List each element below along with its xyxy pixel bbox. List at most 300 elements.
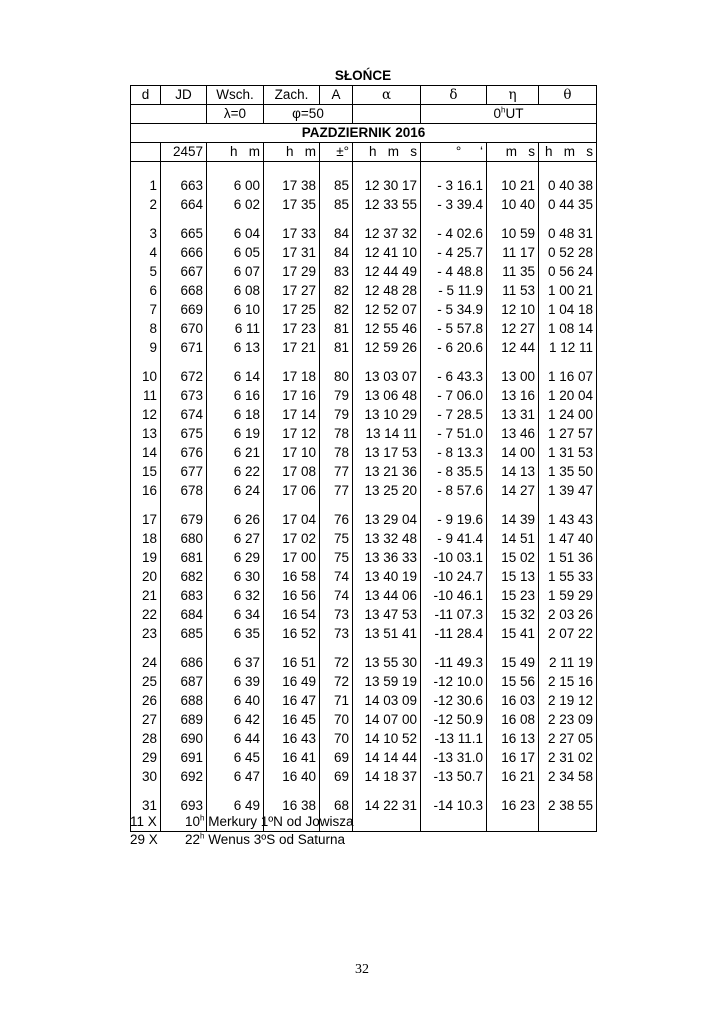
- table-cell-eta: 16 08: [501, 712, 535, 727]
- table-cell-set: 16 52: [282, 626, 316, 641]
- table-cell-jd: 679: [180, 512, 203, 527]
- table-cell-jd: 687: [180, 674, 203, 689]
- table-cell-theta: 2 11 19: [548, 655, 593, 670]
- table-cell-theta: 2 15 16: [547, 674, 593, 689]
- table-cell-d: 30: [141, 769, 157, 784]
- column-equation-of-time: [487, 162, 539, 832]
- table-cell-d: 31: [141, 798, 157, 813]
- table-cell-ra: 12 44 49: [364, 264, 417, 279]
- table-cell-set: 17 10: [282, 445, 316, 460]
- table-cell-set: 17 35: [282, 197, 316, 212]
- table-cell-d: 24: [141, 655, 157, 670]
- group-gap: [131, 786, 157, 796]
- table-cell-rise: 6 47: [233, 769, 260, 784]
- group-gap: [353, 500, 417, 510]
- table-cell-a: 69: [333, 750, 349, 765]
- table-cell-set: 16 49: [282, 674, 316, 689]
- table-cell-dec: - 4 25.7: [437, 245, 483, 260]
- table-cell-d: 16: [141, 483, 157, 498]
- table-cell-ra: 13 51 41: [364, 626, 417, 641]
- latitude-label: φ=50: [264, 105, 353, 124]
- event-text: Merkury 1ºN od Jowisza: [204, 814, 354, 829]
- table-cell-ra: 13 25 20: [364, 483, 417, 498]
- table-cell-eta: 14 51: [501, 531, 535, 546]
- table-cell-theta: 1 51 36: [547, 550, 593, 565]
- table-cell-eta: 14 00: [501, 445, 535, 460]
- table-cell-a: 69: [333, 769, 349, 784]
- table-cell-d: 2: [149, 197, 157, 212]
- table-cell-jd: 670: [180, 321, 203, 336]
- col-header-jd: JD: [161, 86, 207, 105]
- unit-jd: 2457: [161, 143, 207, 162]
- table-cell-d: 29: [141, 750, 157, 765]
- table-cell-ra: 12 52 07: [364, 302, 417, 317]
- table-cell-rise: 6 49: [233, 798, 260, 813]
- table-cell-eta: 15 13: [501, 569, 535, 584]
- table-cell-a: 73: [333, 626, 349, 641]
- table-cell-a: 74: [333, 588, 349, 603]
- table-cell-dec: - 7 51.0: [437, 426, 483, 441]
- table-cell-set: 16 43: [282, 731, 316, 746]
- table-cell-ra: 14 18 37: [364, 769, 417, 784]
- table-cell-theta: 2 27 05: [547, 731, 593, 746]
- table-cell-set: 17 12: [282, 426, 316, 441]
- group-gap: [539, 500, 593, 510]
- table-cell-a: 83: [333, 264, 349, 279]
- table-cell-dec: -10 03.1: [433, 550, 483, 565]
- table-cell-dec: - 5 11.9: [438, 283, 483, 298]
- table-cell-a: 79: [333, 407, 349, 422]
- table-cell-rise: 6 32: [233, 588, 260, 603]
- table-cell-theta: 0 52 28: [547, 245, 593, 260]
- event-hour-sup: h: [200, 831, 205, 841]
- data-body-row: [131, 162, 597, 832]
- group-gap: [207, 357, 260, 367]
- table-cell-dec: - 3 39.4: [437, 197, 483, 212]
- table-cell-dec: - 5 34.9: [437, 302, 483, 317]
- table-cell-jd: 668: [180, 283, 203, 298]
- col-header-alpha: α: [353, 86, 421, 105]
- table-cell-eta: 11 35: [502, 264, 535, 279]
- table-cell-dec: - 6 20.6: [437, 340, 483, 355]
- table-cell-jd: 674: [180, 407, 203, 422]
- table-cell-a: 85: [333, 178, 349, 193]
- table-cell-eta: 11 53: [502, 283, 535, 298]
- table-cell-a: 78: [333, 426, 349, 441]
- table-cell-a: 75: [333, 531, 349, 546]
- table-cell-rise: 6 02: [233, 197, 260, 212]
- location-blank-2: [353, 105, 421, 124]
- table-cell-set: 16 38: [282, 798, 316, 813]
- table-cell-eta: 15 02: [501, 550, 535, 565]
- table-cell-a: 74: [333, 569, 349, 584]
- table-cell-rise: 6 45: [233, 750, 260, 765]
- table-cell-a: 71: [333, 693, 349, 708]
- group-gap: [487, 214, 535, 224]
- col-header-sunset: Zach.: [264, 86, 320, 105]
- table-cell-dec: - 6 43.3: [437, 369, 483, 384]
- table-cell-a: 85: [333, 197, 349, 212]
- group-gap: [207, 500, 260, 510]
- table-cell-a: 70: [333, 712, 349, 727]
- table-cell-a: 84: [333, 226, 349, 241]
- table-cell-theta: 1 47 40: [547, 531, 593, 546]
- event-hour: 22: [185, 832, 201, 847]
- table-cell-ra: 12 33 55: [364, 197, 417, 212]
- time-reference-label: [421, 105, 597, 124]
- table-cell-rise: 6 05: [233, 245, 260, 260]
- table-cell-theta: 1 00 21: [547, 283, 593, 298]
- table-cell-theta: 1 24 00: [547, 407, 593, 422]
- group-gap: [539, 357, 593, 367]
- table-cell-set: 17 31: [282, 245, 316, 260]
- table-cell-rise: 6 35: [233, 626, 260, 641]
- table-cell-eta: 11 17: [502, 245, 535, 260]
- table-cell-eta: 16 13: [501, 731, 535, 746]
- table-cell-ra: 13 14 11: [365, 426, 417, 441]
- column-sidereal-time: [539, 162, 597, 832]
- col-header-eta: η: [487, 86, 539, 105]
- unit-azimuth: ±°: [320, 143, 353, 162]
- unit-sunset: h m: [264, 143, 320, 162]
- table-cell-dec: -12 30.6: [433, 693, 483, 708]
- table-cell-ra: 13 21 36: [364, 464, 417, 479]
- group-gap: [131, 214, 157, 224]
- column-jd: [161, 162, 207, 832]
- table-cell-dec: - 3 16.1: [437, 178, 483, 193]
- table-cell-ra: 13 03 07: [364, 369, 417, 384]
- table-cell-ra: 13 29 04: [364, 512, 417, 527]
- table-cell-dec: -10 46.1: [433, 588, 483, 603]
- group-gap: [539, 214, 593, 224]
- table-cell-dec: -14 10.3: [433, 798, 483, 813]
- table-cell-d: 13: [141, 426, 157, 441]
- table-cell-dec: -12 10.0: [433, 674, 483, 689]
- table-cell-dec: -13 50.7: [433, 769, 483, 784]
- table-cell-jd: 663: [180, 178, 203, 193]
- col-header-delta: δ: [421, 86, 487, 105]
- group-gap: [161, 786, 203, 796]
- table-cell-ra: 13 59 19: [364, 674, 417, 689]
- table-cell-dec: -11 28.4: [434, 626, 483, 641]
- group-gap: [421, 214, 483, 224]
- table-cell-theta: 1 35 50: [547, 464, 593, 479]
- table-cell-ra: 12 30 17: [364, 178, 417, 193]
- table-cell-set: 16 51: [282, 655, 316, 670]
- event-date: 29 X: [130, 832, 158, 847]
- table-cell-theta: 2 23 09: [547, 712, 593, 727]
- table-cell-ra: 14 07 00: [364, 712, 417, 727]
- table-cell-eta: 16 21: [501, 769, 535, 784]
- table-cell-a: 77: [333, 483, 349, 498]
- table-cell-set: 17 08: [282, 464, 316, 479]
- group-gap: [264, 500, 316, 510]
- event-hour-sup: h: [200, 813, 205, 823]
- table-cell-set: 16 47: [282, 693, 316, 708]
- table-cell-rise: 6 29: [233, 550, 260, 565]
- table-cell-eta: 13 46: [501, 426, 535, 441]
- group-gap: [264, 786, 316, 796]
- ut-value: 0: [493, 106, 502, 121]
- group-gap: [320, 500, 349, 510]
- table-cell-a: 80: [333, 369, 349, 384]
- unit-eta: m s: [487, 143, 539, 162]
- column-right-ascension: [353, 162, 421, 832]
- table-cell-dec: -10 24.7: [433, 569, 483, 584]
- group-gap: [487, 500, 535, 510]
- table-cell-theta: 1 12 11: [548, 340, 593, 355]
- table-cell-rise: 6 26: [233, 512, 260, 527]
- table-cell-ra: 13 17 53: [364, 445, 417, 460]
- table-cell-dec: - 4 48.8: [437, 264, 483, 279]
- table-cell-dec: -11 49.3: [434, 655, 483, 670]
- col-header-theta: θ: [539, 86, 597, 105]
- group-gap: [320, 357, 349, 367]
- table-cell-set: 16 56: [282, 588, 316, 603]
- table-cell-rise: 6 27: [233, 531, 260, 546]
- ephemeris-sheet: [130, 67, 596, 832]
- location-blank: [131, 105, 207, 124]
- table-cell-ra: 12 55 46: [364, 321, 417, 336]
- unit-sunrise: h m: [207, 143, 264, 162]
- table-cell-rise: 6 19: [233, 426, 260, 441]
- table-cell-eta: 10 40: [501, 197, 535, 212]
- unit-theta: h m s: [539, 143, 597, 162]
- table-cell-theta: 0 40 38: [547, 178, 593, 193]
- table-cell-eta: 13 31: [501, 407, 535, 422]
- group-gap: [539, 643, 593, 653]
- group-gap: [487, 643, 535, 653]
- group-gap: [320, 786, 349, 796]
- events-list: [130, 813, 353, 849]
- table-cell-rise: 6 11: [234, 321, 260, 336]
- table-cell-jd: 667: [180, 264, 203, 279]
- table-cell-ra: 12 37 32: [364, 226, 417, 241]
- table-cell-theta: 0 44 35: [547, 197, 593, 212]
- table-cell-set: 17 38: [282, 178, 316, 193]
- table-cell-d: 17: [141, 512, 157, 527]
- table-cell-ra: 12 41 10: [364, 245, 417, 260]
- table-cell-d: 27: [141, 712, 157, 727]
- table-cell-theta: 0 48 31: [547, 226, 593, 241]
- table-cell-a: 72: [333, 655, 349, 670]
- table-cell-a: 76: [333, 512, 349, 527]
- table-cell-set: 17 06: [282, 483, 316, 498]
- table-cell-theta: 2 31 02: [547, 750, 593, 765]
- table-cell-ra: 13 47 53: [364, 607, 417, 622]
- table-cell-theta: 2 19 12: [547, 693, 593, 708]
- table-cell-ra: 14 22 31: [364, 798, 417, 813]
- table-cell-ra: 13 10 29: [364, 407, 417, 422]
- table-cell-a: 84: [333, 245, 349, 260]
- table-cell-theta: 1 04 18: [547, 302, 593, 317]
- group-gap: [131, 643, 157, 653]
- table-cell-set: 17 33: [282, 226, 316, 241]
- table-cell-theta: 2 34 58: [547, 769, 593, 784]
- table-cell-jd: 672: [180, 369, 203, 384]
- table-cell-dec: -11 07.3: [434, 607, 483, 622]
- unit-d: [131, 143, 161, 162]
- table-cell-d: 4: [149, 245, 157, 260]
- table-cell-eta: 16 17: [501, 750, 535, 765]
- table-cell-a: 82: [333, 302, 349, 317]
- group-gap: [421, 500, 483, 510]
- table-cell-d: 25: [141, 674, 157, 689]
- table-cell-rise: 6 37: [233, 655, 260, 670]
- group-gap: [161, 500, 203, 510]
- table-cell-rise: 6 40: [233, 693, 260, 708]
- table-cell-set: 16 40: [282, 769, 316, 784]
- column-day: [131, 162, 161, 832]
- event-item: [130, 813, 353, 831]
- table-cell-set: 17 21: [282, 340, 316, 355]
- event-hour: 10: [185, 814, 201, 829]
- table-cell-jd: 692: [180, 769, 203, 784]
- table-cell-eta: 15 23: [501, 588, 535, 603]
- group-gap: [487, 786, 535, 796]
- table-cell-d: 19: [141, 550, 157, 565]
- group-gap: [539, 786, 593, 796]
- column-sunset: [264, 162, 320, 832]
- table-cell-a: 70: [333, 731, 349, 746]
- table-cell-ra: 13 55 30: [364, 655, 417, 670]
- table-cell-set: 17 23: [282, 321, 316, 336]
- table-cell-set: 16 58: [282, 569, 316, 584]
- table-cell-d: 22: [141, 607, 157, 622]
- group-gap: [161, 643, 203, 653]
- month-row: [131, 124, 597, 143]
- month-label: PAZDZIERNIK 2016: [131, 124, 597, 143]
- table-cell-jd: 675: [180, 426, 203, 441]
- table-cell-rise: 6 00: [233, 178, 260, 193]
- table-cell-jd: 684: [180, 607, 203, 622]
- table-cell-d: 11: [142, 388, 157, 403]
- table-cell-eta: 12 44: [501, 340, 535, 355]
- table-cell-set: 16 45: [282, 712, 316, 727]
- table-cell-dec: - 8 57.6: [437, 483, 483, 498]
- table-cell-eta: 13 16: [501, 388, 535, 403]
- table-cell-set: 17 25: [282, 302, 316, 317]
- table-cell-theta: 2 38 55: [547, 798, 593, 813]
- table-cell-ra: 13 44 06: [364, 588, 417, 603]
- table-cell-eta: 16 03: [501, 693, 535, 708]
- table-cell-ra: 14 10 52: [364, 731, 417, 746]
- table-cell-d: 5: [149, 264, 157, 279]
- table-cell-d: 21: [141, 588, 157, 603]
- table-cell-dec: - 7 28.5: [437, 407, 483, 422]
- table-cell-theta: 1 08 14: [547, 321, 593, 336]
- table-cell-jd: 682: [180, 569, 203, 584]
- table-cell-d: 23: [141, 626, 157, 641]
- table-cell-d: 1: [149, 178, 157, 193]
- group-gap: [131, 500, 157, 510]
- table-cell-dec: - 4 02.6: [437, 226, 483, 241]
- table-cell-d: 7: [149, 302, 157, 317]
- table-cell-rise: 6 44: [233, 731, 260, 746]
- table-cell-jd: 677: [180, 464, 203, 479]
- event-item: [130, 831, 353, 849]
- group-gap: [207, 786, 260, 796]
- table-cell-theta: 1 31 53: [547, 445, 593, 460]
- header-row: [131, 86, 597, 105]
- table-cell-set: 16 54: [282, 607, 316, 622]
- table-cell-eta: 10 21: [501, 178, 535, 193]
- table-cell-eta: 14 39: [501, 512, 535, 527]
- page-number: 32: [355, 962, 369, 977]
- table-cell-d: 12: [141, 407, 157, 422]
- group-gap: [264, 357, 316, 367]
- table-cell-d: 14: [141, 445, 157, 460]
- table-cell-a: 81: [333, 321, 349, 336]
- table-cell-rise: 6 22: [233, 464, 260, 479]
- table-cell-eta: 15 41: [501, 626, 535, 641]
- table-cell-set: 17 27: [282, 283, 316, 298]
- table-cell-rise: 6 39: [233, 674, 260, 689]
- table-cell-a: 68: [333, 798, 349, 813]
- table-cell-jd: 688: [180, 693, 203, 708]
- group-gap: [320, 643, 349, 653]
- table-cell-a: 73: [333, 607, 349, 622]
- table-cell-ra: 13 06 48: [364, 388, 417, 403]
- group-gap: [161, 214, 203, 224]
- table-cell-d: 20: [141, 569, 157, 584]
- table-cell-dec: - 8 35.5: [437, 464, 483, 479]
- table-cell-a: 82: [333, 283, 349, 298]
- table-cell-jd: 689: [180, 712, 203, 727]
- table-cell-theta: 1 20 04: [547, 388, 593, 403]
- unit-delta: ° ‘: [421, 143, 487, 162]
- table-cell-rise: 6 42: [233, 712, 260, 727]
- table-cell-theta: 1 43 43: [547, 512, 593, 527]
- group-gap: [421, 357, 483, 367]
- group-gap: [353, 214, 417, 224]
- table-cell-d: 8: [149, 321, 157, 336]
- table-cell-rise: 6 13: [233, 340, 260, 355]
- table-cell-ra: 14 14 44: [364, 750, 417, 765]
- table-cell-ra: 12 48 28: [364, 283, 417, 298]
- table-cell-ra: 12 59 26: [364, 340, 417, 355]
- table-cell-jd: 664: [180, 197, 203, 212]
- table-cell-rise: 6 34: [233, 607, 260, 622]
- table-cell-theta: 0 56 24: [547, 264, 593, 279]
- table-cell-jd: 673: [180, 388, 203, 403]
- table-cell-a: 78: [333, 445, 349, 460]
- table-cell-d: 10: [141, 369, 157, 384]
- group-gap: [161, 357, 203, 367]
- table-cell-set: 17 02: [282, 531, 316, 546]
- table-cell-jd: 678: [180, 483, 203, 498]
- group-gap: [207, 214, 260, 224]
- table-cell-jd: 669: [180, 302, 203, 317]
- table-cell-dec: - 9 41.4: [437, 531, 483, 546]
- table-cell-eta: 14 13: [501, 464, 535, 479]
- table-cell-rise: 6 10: [233, 302, 260, 317]
- table-cell-jd: 683: [180, 588, 203, 603]
- table-cell-set: 17 14: [282, 407, 316, 422]
- table-cell-theta: 1 59 29: [547, 588, 593, 603]
- ut-unit: UT: [505, 106, 524, 121]
- table-cell-jd: 681: [180, 550, 203, 565]
- table-cell-dec: -13 11.1: [434, 731, 483, 746]
- table-cell-a: 72: [333, 674, 349, 689]
- page-title: SŁOŃCE: [334, 68, 392, 83]
- table-cell-ra: 13 36 33: [364, 550, 417, 565]
- table-cell-set: 17 00: [282, 550, 316, 565]
- table-cell-set: 17 18: [282, 369, 316, 384]
- group-gap: [264, 214, 316, 224]
- table-cell-theta: 1 55 33: [547, 569, 593, 584]
- table-cell-dec: -13 31.0: [433, 750, 483, 765]
